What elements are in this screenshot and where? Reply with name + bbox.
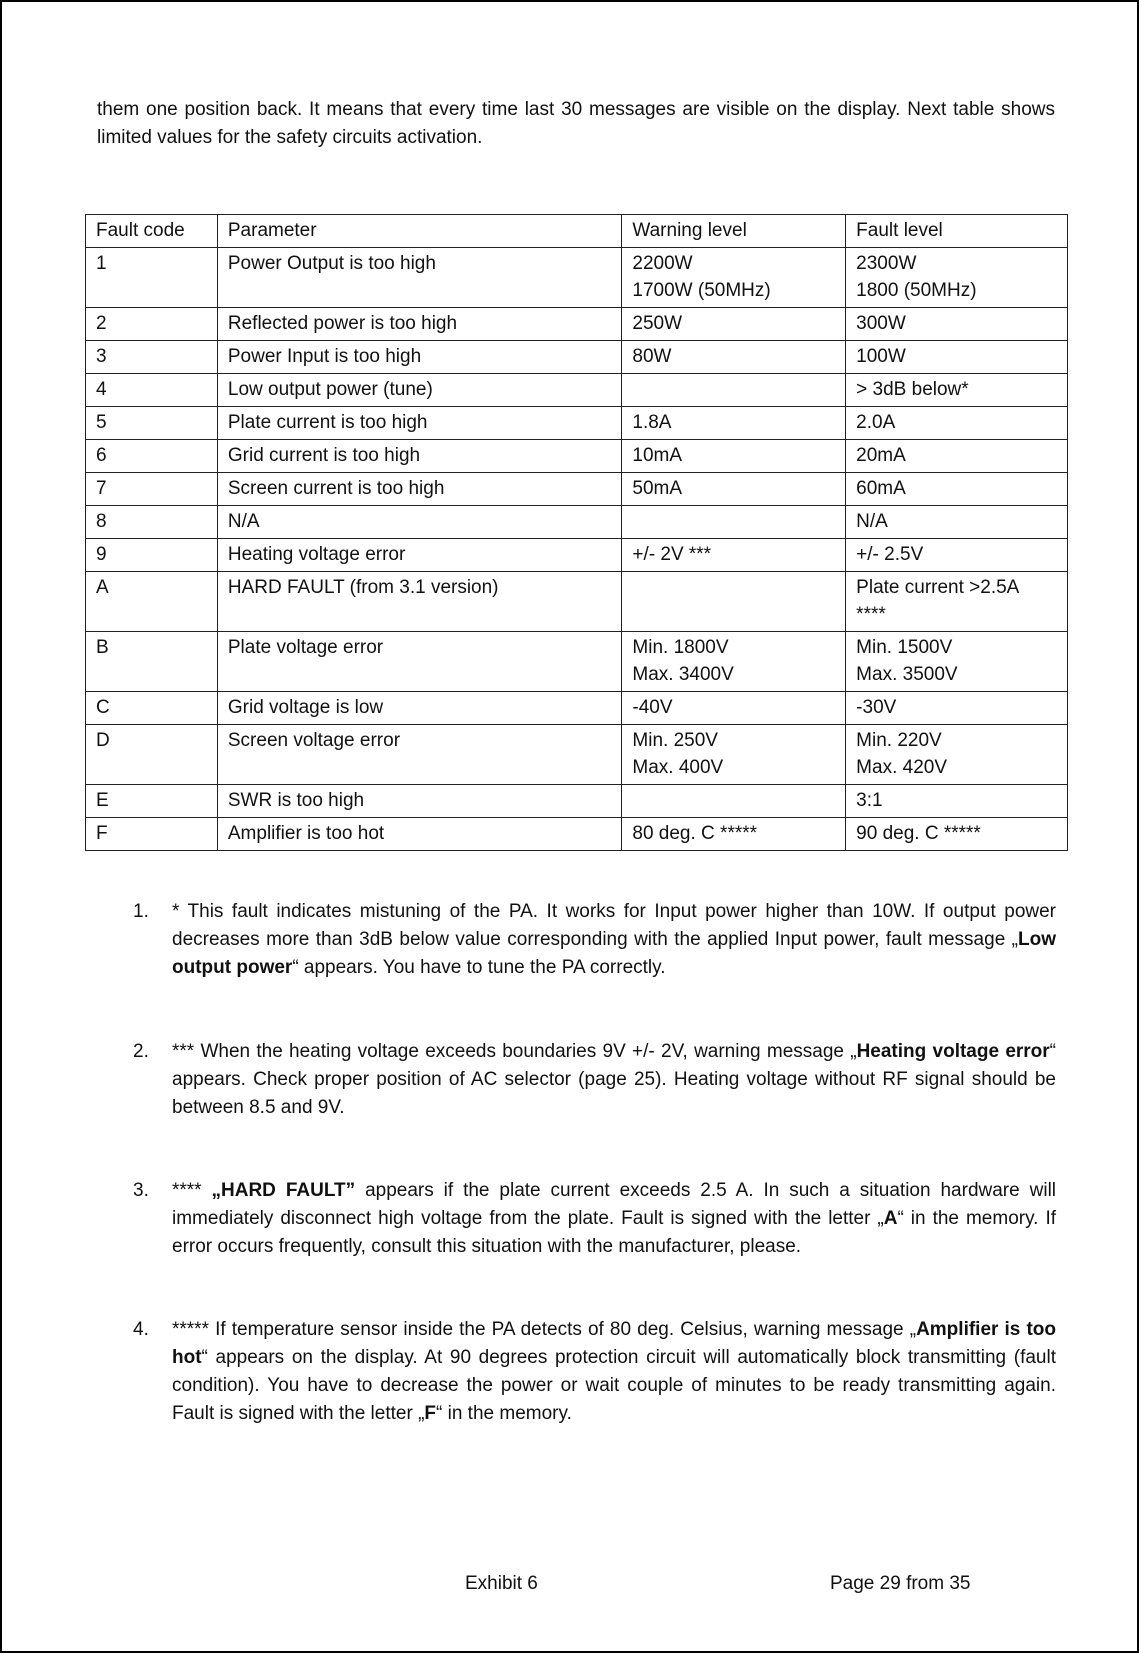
fault-code-cell: 9 — [86, 539, 218, 572]
footnote-emphasis: Heating voltage error — [856, 1041, 1050, 1062]
table-row — [86, 374, 1068, 407]
footnote-number: 1. — [133, 901, 149, 922]
footnote-text: * This fault indicates mistuning of the PA. It works for Input power higher than 10W. If output power decreases more than 3dB below value corresponding with the applied Input power, fault message „ — [172, 901, 1056, 950]
fault-level-value: **** — [856, 604, 886, 625]
footnote-emphasis: Low output power — [172, 929, 1056, 978]
fault-level-value: 100W — [856, 346, 906, 367]
fault-level-cell — [846, 440, 1068, 473]
fault-level-value: 2.0A — [856, 412, 896, 433]
warning-level-cell — [622, 248, 846, 308]
warning-level-cell — [622, 632, 846, 692]
table-row — [86, 407, 1068, 440]
warning-level-cell — [622, 572, 846, 632]
fault-level-cell — [846, 572, 1068, 632]
fault-level-value: 2300W — [856, 253, 917, 274]
warning-level-value: 1.8A — [632, 412, 672, 433]
parameter-cell: Power Input is too high — [217, 341, 622, 374]
footnote-number: 4. — [133, 1319, 149, 1340]
warning-level-value: 80 deg. C ***** — [632, 823, 758, 844]
table-row — [86, 818, 1068, 851]
warning-level-value — [632, 508, 835, 535]
parameter-cell: Power Output is too high — [217, 248, 622, 308]
footnote-emphasis: F — [424, 1403, 436, 1424]
warning-level-cell — [622, 407, 846, 440]
warning-level-cell — [622, 725, 846, 785]
table-row — [86, 539, 1068, 572]
footnote-text: appears if the plate current exceeds 2.5 A. In such a situation hardware will immediately disconnect high voltage from the plate. Fault is signed with the letter „ — [172, 1180, 1057, 1229]
fault-level-value: 20mA — [856, 445, 906, 466]
table-header-row — [86, 215, 1068, 248]
footnote-item — [128, 898, 1056, 982]
footnote-text: “ appears on the display. At 90 degrees protection circuit will automatically block transmitting (fault condition). You have to decrease the power or wait couple of minutes to be ready transmitting again. Fault is signed with the letter „ — [172, 1347, 1056, 1424]
parameter-cell: Screen voltage error — [217, 725, 622, 785]
warning-level-cell — [622, 785, 846, 818]
table-row — [86, 308, 1068, 341]
warning-level-cell — [622, 440, 846, 473]
parameter-cell: Grid voltage is low — [217, 692, 622, 725]
fault-level-value: 3:1 — [856, 790, 883, 811]
warning-level-value: Max. 3400V — [632, 664, 734, 685]
fault-code-cell: 7 — [86, 473, 218, 506]
warning-level-value: 80W — [632, 346, 672, 367]
fault-level-cell — [846, 692, 1068, 725]
warning-level-value: -40V — [632, 697, 673, 718]
fault-code-cell: 8 — [86, 506, 218, 539]
fault-level-cell — [846, 248, 1068, 308]
table-row — [86, 248, 1068, 308]
footnote-item — [128, 1316, 1056, 1428]
fault-level-cell — [846, 308, 1068, 341]
fault-level-value: 1800 (50MHz) — [856, 280, 977, 301]
fault-level-value: 300W — [856, 313, 906, 334]
fault-code-cell: 6 — [86, 440, 218, 473]
warning-level-value: Max. 400V — [632, 757, 724, 778]
footer-page-number: Page 29 from 35 — [830, 1573, 971, 1594]
table-row — [86, 506, 1068, 539]
fault-level-cell — [846, 341, 1068, 374]
warning-level-value: Min. 1800V — [632, 637, 729, 658]
parameter-cell: SWR is too high — [217, 785, 622, 818]
fault-level-value: Max. 420V — [856, 757, 947, 778]
warning-level-cell — [622, 539, 846, 572]
table-row — [86, 785, 1068, 818]
parameter-cell: HARD FAULT (from 3.1 version) — [217, 572, 622, 632]
warning-level-cell — [622, 506, 846, 539]
warning-level-value: +/- 2V *** — [632, 544, 712, 565]
footnote-item — [128, 1177, 1056, 1261]
fault-code-cell: B — [86, 632, 218, 692]
footnote-number: 2. — [133, 1041, 149, 1062]
fault-level-cell — [846, 407, 1068, 440]
warning-level-cell — [622, 374, 846, 407]
parameter-cell: Plate current is too high — [217, 407, 622, 440]
fault-code-cell: E — [86, 785, 218, 818]
intro-paragraph: them one position back. It means that every time last 30 messages are visible on the display. Next table shows limited values for the safety circuits activation. — [97, 99, 1055, 148]
fault-level-value: +/- 2.5V — [856, 544, 924, 565]
table-row — [86, 473, 1068, 506]
parameter-cell: Low output power (tune) — [217, 374, 622, 407]
warning-level-value: 50mA — [632, 478, 683, 499]
fault-levels-table — [85, 214, 1068, 851]
fault-code-cell: A — [86, 572, 218, 632]
footnote-emphasis: Amplifier is too hot — [172, 1319, 1056, 1368]
footnote-text: *** When the heating voltage exceeds boundaries 9V +/- 2V, warning message „ — [172, 1041, 857, 1062]
footnote-emphasis: A — [883, 1208, 898, 1229]
fault-level-value: N/A — [856, 511, 888, 532]
table-row — [86, 632, 1068, 692]
table-body — [86, 248, 1068, 851]
warning-level-cell — [622, 473, 846, 506]
fault-level-value: Min. 220V — [856, 730, 942, 751]
footnote-text: “ in the memory. — [436, 1403, 572, 1424]
fault-level-cell — [846, 506, 1068, 539]
fault-code-cell: F — [86, 818, 218, 851]
footnote-text: “ appears. You have to tune the PA correctly. — [292, 957, 666, 978]
fault-code-cell: 3 — [86, 341, 218, 374]
fault-level-cell — [846, 473, 1068, 506]
fault-code-cell: 4 — [86, 374, 218, 407]
parameter-cell: Grid current is too high — [217, 440, 622, 473]
fault-level-value: Plate current >2.5A — [856, 577, 1020, 598]
fault-level-value: > 3dB below* — [856, 379, 969, 400]
warning-level-cell — [622, 341, 846, 374]
fault-code-cell: D — [86, 725, 218, 785]
warning-level-cell — [622, 308, 846, 341]
footnote-number: 3. — [133, 1180, 149, 1201]
parameter-cell: Screen current is too high — [217, 473, 622, 506]
table-row — [86, 572, 1068, 632]
header-fault-code: Fault code — [86, 215, 218, 248]
parameter-cell: N/A — [217, 506, 622, 539]
footnote-item — [128, 1038, 1056, 1122]
fault-level-value: Min. 1500V — [856, 637, 953, 658]
table-row — [86, 341, 1068, 374]
fault-code-cell: 5 — [86, 407, 218, 440]
fault-level-value: 90 deg. C ***** — [856, 823, 981, 844]
warning-level-value: 2200W — [632, 253, 693, 274]
footnote-text: **** — [172, 1180, 212, 1201]
warning-level-value: Min. 250V — [632, 730, 718, 751]
footnote-text: “ in the memory. If error occurs frequently, consult this situation with the manufacturer, please. — [172, 1208, 1056, 1257]
table-row — [86, 440, 1068, 473]
fault-level-cell — [846, 818, 1068, 851]
header-fault-level: Fault level — [846, 215, 1068, 248]
fault-code-cell: C — [86, 692, 218, 725]
footnote-emphasis: „HARD FAULT” — [211, 1180, 356, 1201]
fault-level-cell — [846, 785, 1068, 818]
parameter-cell: Plate voltage error — [217, 632, 622, 692]
warning-level-cell — [622, 692, 846, 725]
parameter-cell: Amplifier is too hot — [217, 818, 622, 851]
fault-code-cell: 1 — [86, 248, 218, 308]
fault-level-value: 60mA — [856, 478, 906, 499]
fault-level-cell — [846, 632, 1068, 692]
footer-exhibit: Exhibit 6 — [465, 1573, 538, 1594]
header-parameter: Parameter — [217, 215, 622, 248]
warning-level-value: 250W — [632, 313, 683, 334]
table-row — [86, 725, 1068, 785]
warning-level-value: 1700W (50MHz) — [632, 280, 771, 301]
parameter-cell: Heating voltage error — [217, 539, 622, 572]
header-warning-level: Warning level — [622, 215, 846, 248]
footnote-text: ***** If temperature sensor inside the PA detects of 80 deg. Celsius, warning message „ — [172, 1319, 917, 1340]
fault-level-value: -30V — [856, 697, 897, 718]
parameter-cell: Reflected power is too high — [217, 308, 622, 341]
fault-code-cell: 2 — [86, 308, 218, 341]
table-row — [86, 692, 1068, 725]
warning-level-value: 10mA — [632, 445, 683, 466]
warning-level-value — [632, 787, 835, 814]
fault-level-value: Max. 3500V — [856, 664, 958, 685]
fault-level-cell — [846, 725, 1068, 785]
fault-level-cell — [846, 539, 1068, 572]
footnotes-list — [128, 898, 1056, 1428]
warning-level-value — [632, 376, 835, 403]
warning-level-cell — [622, 818, 846, 851]
footnote-text: “ appears. Check proper position of AC selector (page 25). Heating voltage without RF signal should be between 8.5 and 9V. — [172, 1041, 1056, 1118]
fault-level-cell — [846, 374, 1068, 407]
warning-level-value — [632, 574, 835, 601]
